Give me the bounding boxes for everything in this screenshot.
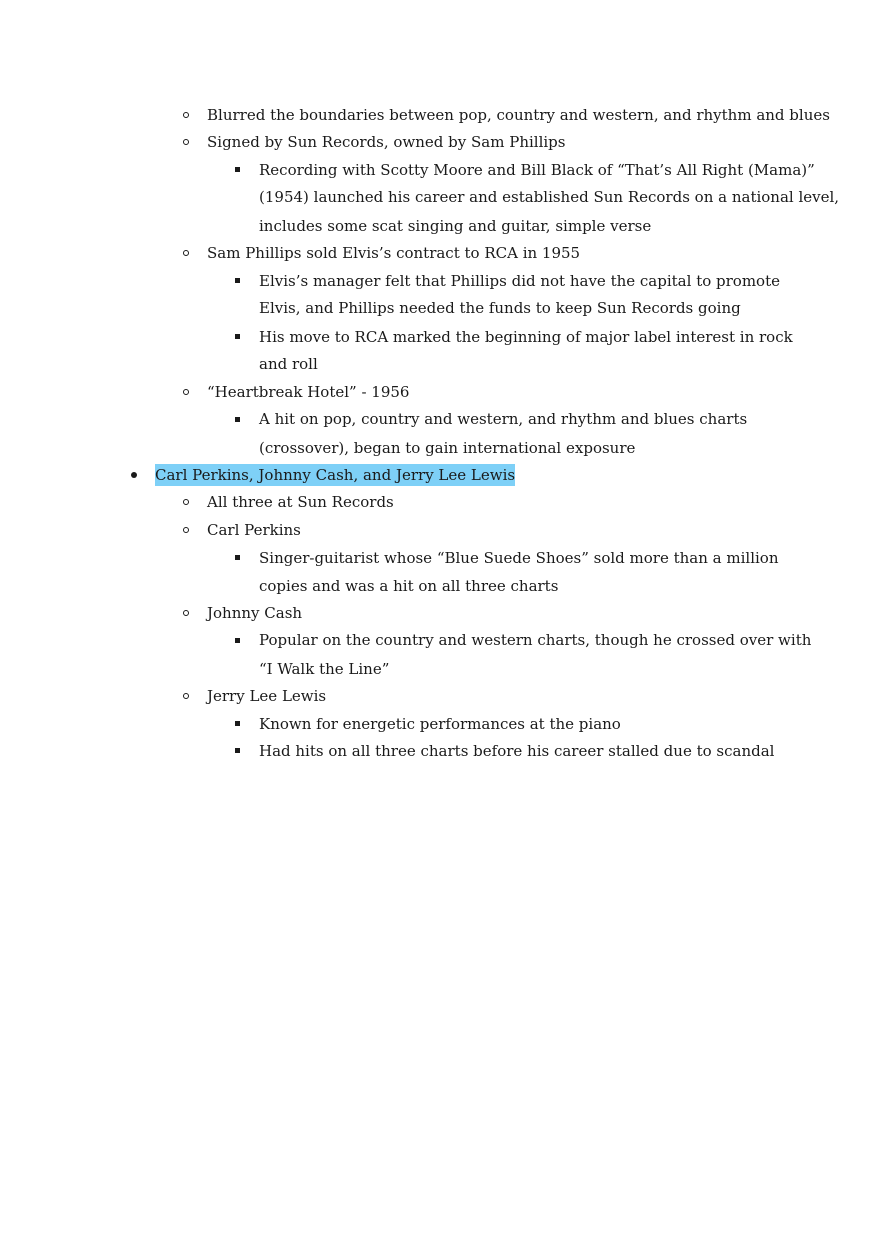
section-heading-item: [155, 465, 515, 485]
list-item-line: copies and was a hit on all three charts: [259, 577, 559, 595]
list-item-line: Elvis, and Phillips needed the funds to keep Sun Records going: [259, 299, 741, 317]
square-bullet-icon: [235, 334, 240, 339]
list-item-line: A hit on pop, country and western, and rhythm and blues charts: [259, 410, 748, 428]
hollow-circle-bullet-icon: [183, 527, 189, 533]
hollow-circle-bullet-icon: [183, 250, 189, 256]
hollow-circle-bullet-icon: [183, 499, 189, 505]
square-bullet-icon: [235, 278, 240, 283]
list-item: Carl Perkins: [207, 521, 301, 539]
list-item: Jerry Lee Lewis: [207, 687, 327, 705]
list-item-line: Singer-guitarist whose “Blue Suede Shoes” sold more than a million: [259, 549, 779, 567]
list-item-line: (1954) launched his career and established Sun Records on a national level,: [259, 188, 840, 206]
list-item-line: Elvis’s manager felt that Phillips did not have the capital to promote: [259, 272, 780, 290]
square-bullet-icon: [235, 555, 240, 560]
list-item-line: Recording with Scotty Moore and Bill Black of “That’s All Right (Mama)”: [259, 161, 815, 179]
hollow-circle-bullet-icon: [183, 112, 189, 118]
hollow-circle-bullet-icon: [183, 610, 189, 616]
list-item: Sam Phillips sold Elvis’s contract to RCA in 1955: [207, 244, 581, 262]
hollow-circle-bullet-icon: [183, 389, 189, 395]
list-item-line: His move to RCA marked the beginning of major label interest in rock: [259, 328, 793, 346]
list-item: Johnny Cash: [207, 604, 303, 622]
list-item-line: “I Walk the Line”: [259, 660, 390, 678]
list-item-line: and roll: [259, 355, 318, 373]
square-bullet-icon: [235, 638, 240, 643]
list-item: Signed by Sun Records, owned by Sam Phillips: [207, 133, 566, 151]
list-item-line: Known for energetic performances at the piano: [259, 715, 621, 733]
filled-disc-bullet-icon: [131, 472, 137, 478]
square-bullet-icon: [235, 721, 240, 726]
list-item-line: Had hits on all three charts before his career stalled due to scandal: [259, 742, 775, 760]
list-item: Blurred the boundaries between pop, country and western, and rhythm and blues: [207, 106, 830, 124]
square-bullet-icon: [235, 417, 240, 422]
list-item: All three at Sun Records: [207, 493, 394, 511]
list-item: “Heartbreak Hotel” - 1956: [207, 383, 410, 401]
hollow-circle-bullet-icon: [183, 693, 189, 699]
highlighted-text: Carl Perkins, Johnny Cash, and Jerry Lee Lewis: [155, 466, 516, 484]
list-item-line: (crossover), began to gain international exposure: [259, 439, 636, 457]
list-item-line: includes some scat singing and guitar, simple verse: [259, 217, 652, 235]
square-bullet-icon: [235, 748, 240, 753]
hollow-circle-bullet-icon: [183, 139, 189, 145]
list-item-line: Popular on the country and western charts, though he crossed over with: [259, 631, 812, 649]
square-bullet-icon: [235, 167, 240, 172]
